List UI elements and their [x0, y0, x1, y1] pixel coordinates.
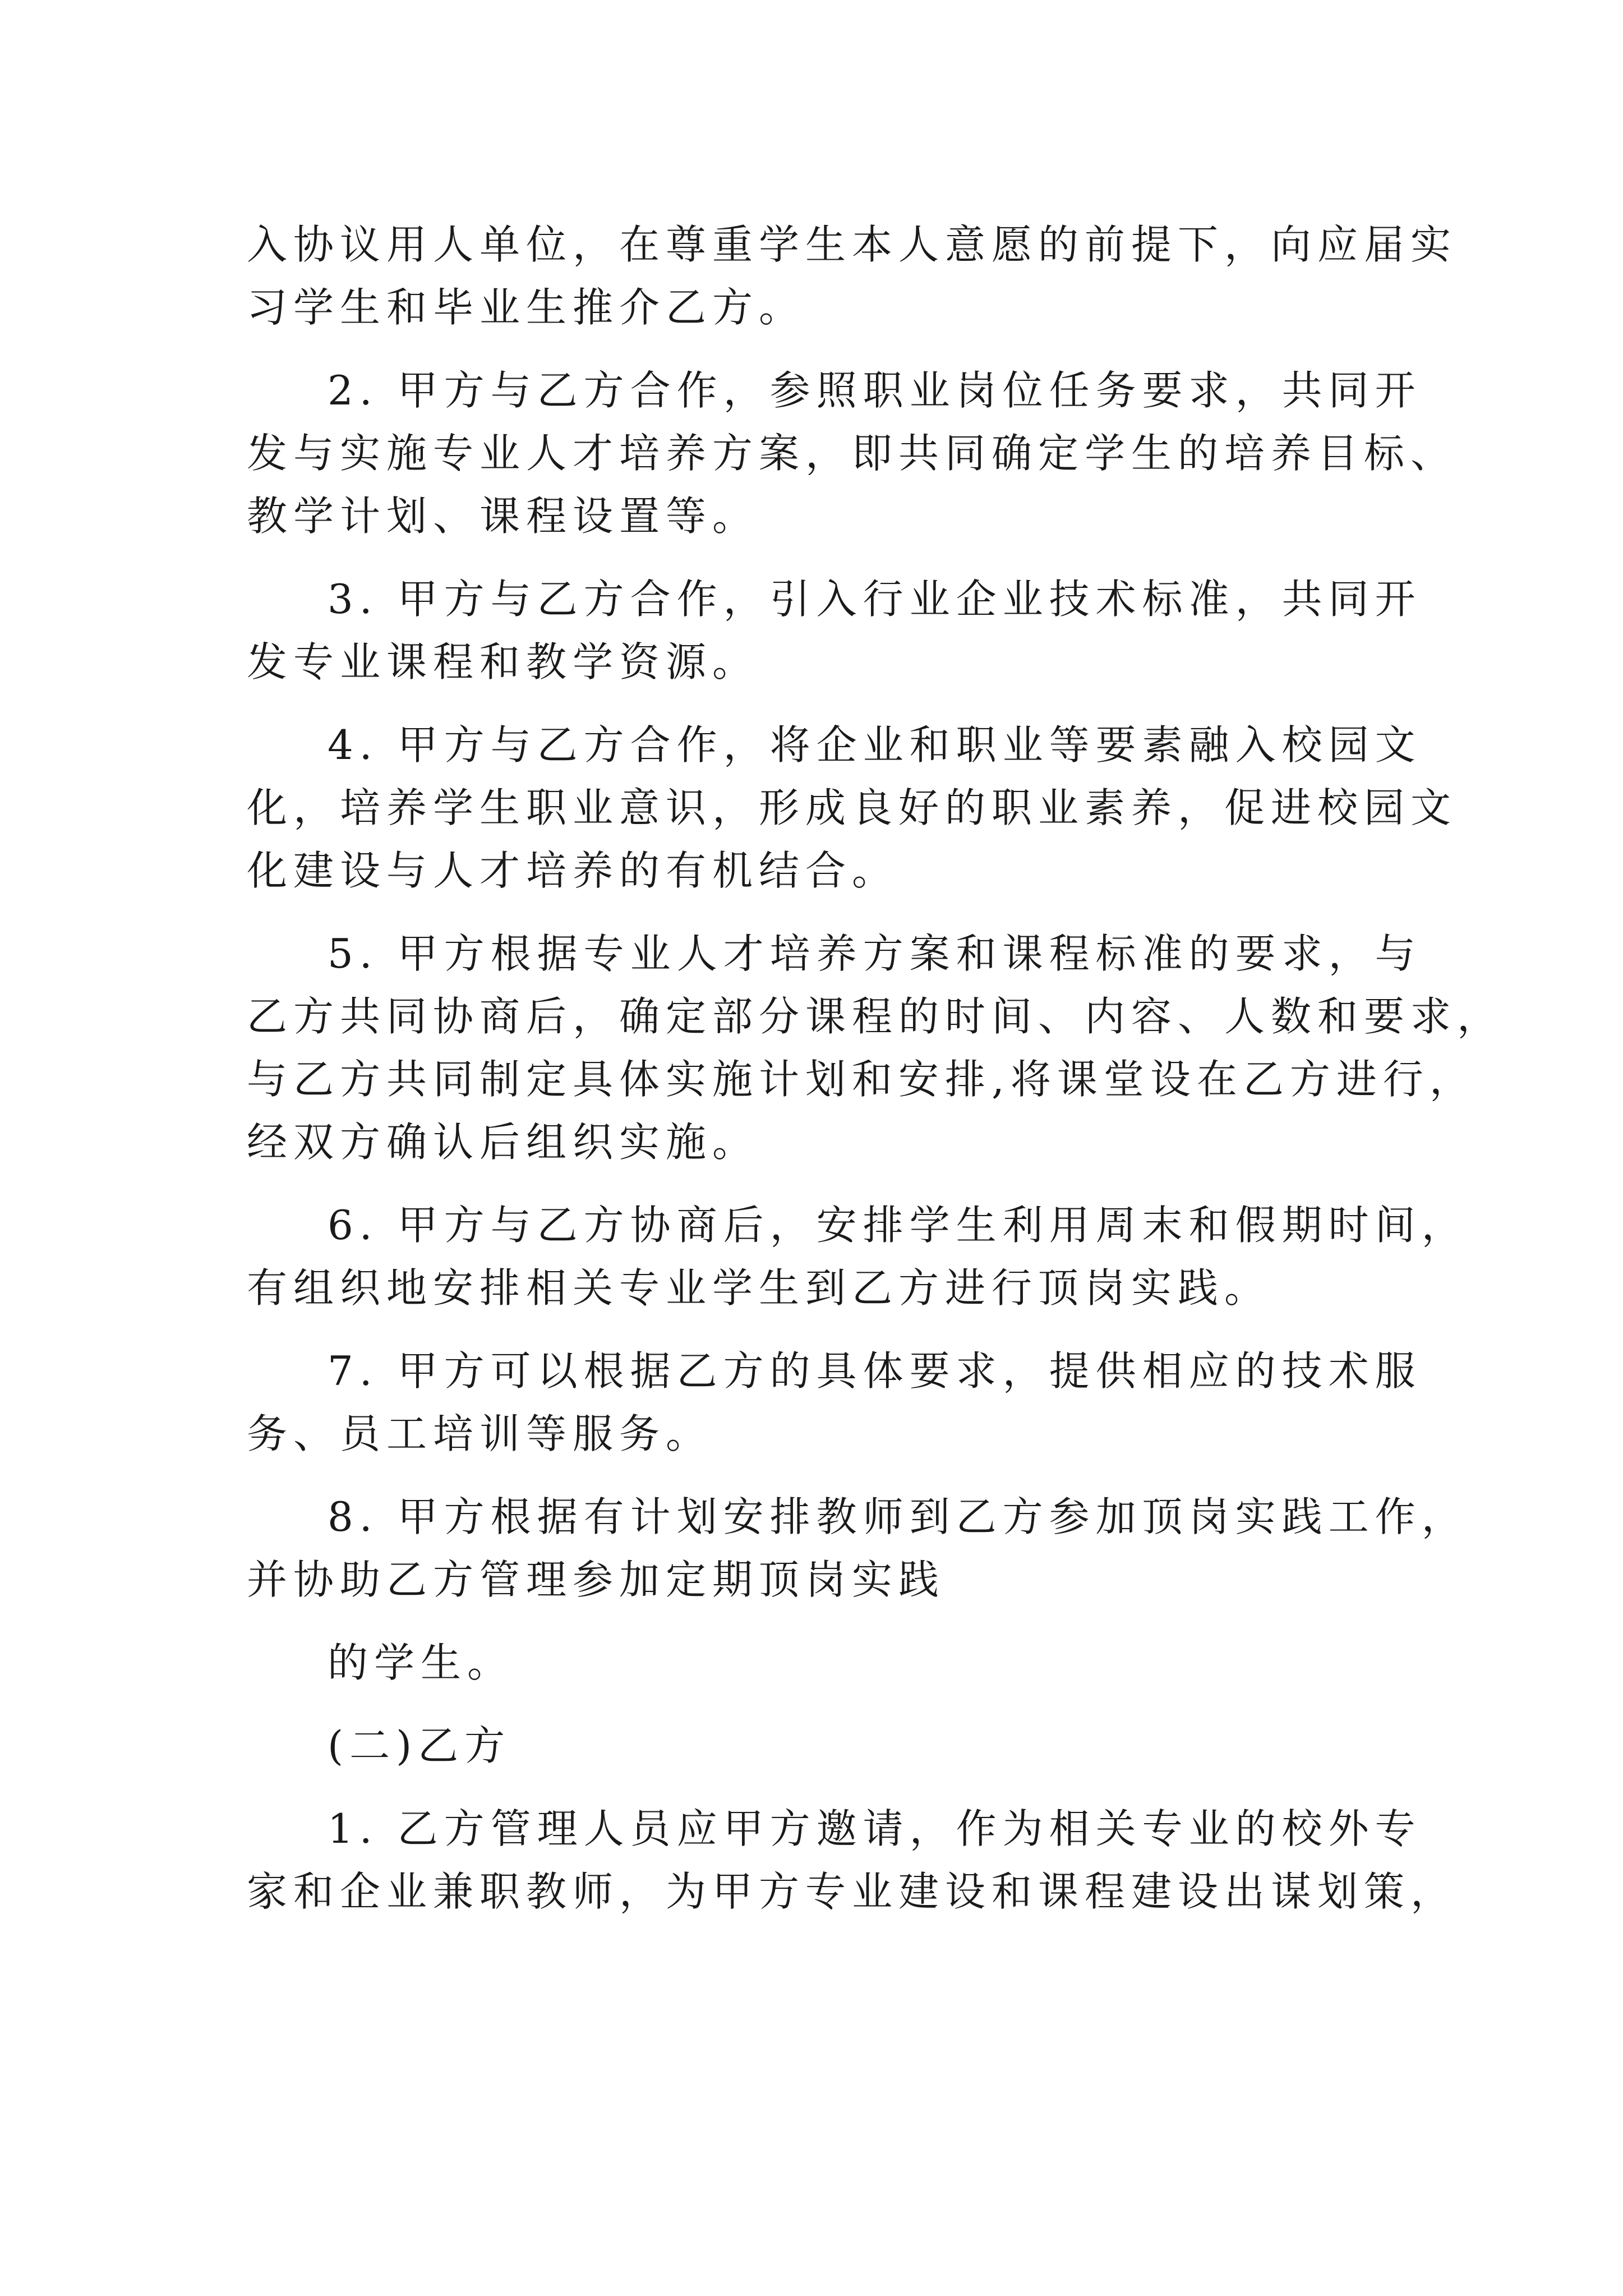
paragraph-item-6: 6. 甲方与乙方协商后，安排学生利用周末和假期时间， — [328, 1202, 1468, 1249]
text-line: 入协议用人单位，在尊重学生本人意愿的前提下，向应届实 — [247, 221, 1458, 268]
paragraph-item-2: 2. 甲方与乙方合作，参照职业岗位任务要求，共同开 — [328, 367, 1422, 414]
text-line: 发与实施专业人才培养方案，即共同确定学生的培养目标、 — [247, 430, 1458, 477]
paragraph-item-5: 5. 甲方根据专业人才培养方案和课程标准的要求，与 — [328, 930, 1422, 977]
paragraph-item-4: 4. 甲方与乙方合作，将企业和职业等要素融入校园文 — [328, 721, 1422, 769]
text-line: 化建设与人才培养的有机结合。 — [247, 847, 899, 894]
paragraph-item-3: 3. 甲方与乙方合作，引入行业企业技术标准，共同开 — [328, 576, 1422, 623]
text-line: 有组织地安排相关专业学生到乙方进行顶岗实践。 — [247, 1264, 1271, 1312]
document-body — [247, 213, 1504, 1923]
section-heading-party-b: (二)乙方 — [328, 1722, 511, 1769]
text-line: 习学生和毕业生推介乙方。 — [247, 284, 806, 331]
text-line: 化，培养学生职业意识，形成良好的职业素养，促进校园文 — [247, 784, 1458, 831]
text-line: 乙方共同协商后，确定部分课程的时间、内容、人数和要求， — [247, 993, 1504, 1040]
text-line: 教学计划、课程设置等。 — [247, 493, 759, 540]
paragraph-item-7: 7. 甲方可以根据乙方的具体要求，提供相应的技术服 — [328, 1347, 1422, 1395]
text-line: 并协助乙方管理参加定期顶岗实践 — [247, 1556, 946, 1603]
text-line: 发专业课程和教学资源。 — [247, 638, 759, 685]
text-line: 与乙方共同制定具体实施计划和安排,将课堂设在乙方进行， — [247, 1056, 1476, 1103]
text-line: 务、员工培训等服务。 — [247, 1410, 713, 1457]
text-line: 经双方确认后组织实施。 — [247, 1119, 759, 1166]
text-line: 的学生。 — [328, 1639, 514, 1686]
text-line: 家和企业兼职教师，为甲方专业建设和课程建设出谋划策， — [247, 1868, 1458, 1915]
paragraph-item-b1: 1. 乙方管理人员应甲方邀请，作为相关专业的校外专 — [328, 1805, 1422, 1852]
paragraph-item-8: 8. 甲方根据有计划安排教师到乙方参加顶岗实践工作， — [328, 1493, 1468, 1540]
